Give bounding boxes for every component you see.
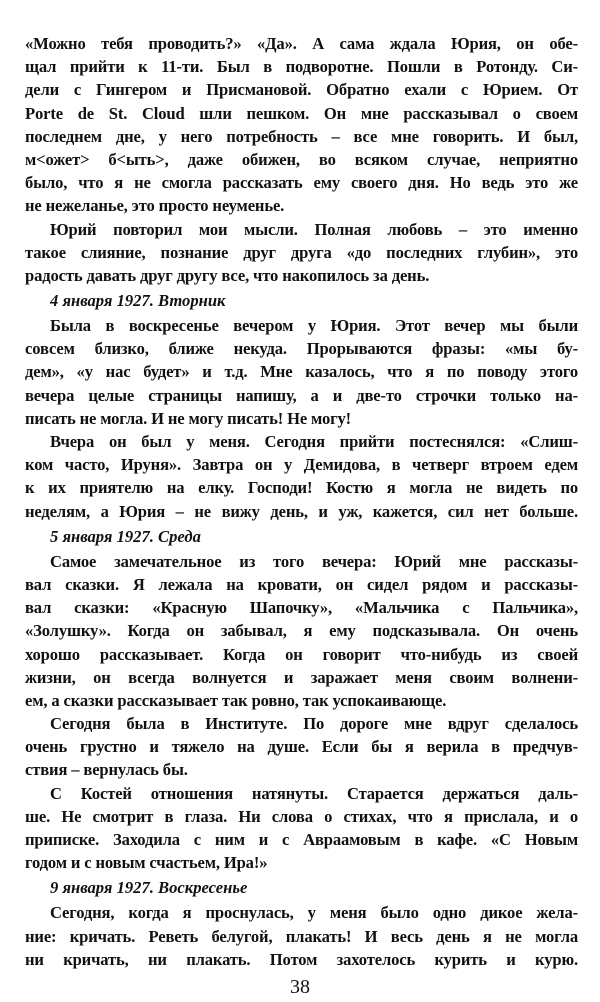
paragraph xyxy=(25,550,578,712)
text-line: к их приятелю на елку. Господи! Костю я могла не видеть по xyxy=(25,478,578,498)
text-line: жизни, он всегда волнуется и заражает меня своим волнени- xyxy=(25,667,578,687)
text-line: ем, а сказки рассказывает так ровно, так успокаивающе. xyxy=(25,690,447,710)
text-line: ком часто, Ируня». Завтра он у Демидова, в четверг втроем едем xyxy=(25,455,578,475)
text-line: Юрий повторил мои мысли. Полная любовь – это именно xyxy=(50,219,578,239)
text-line: неделям, а Юрия – не вижу день, и уж, кажется, сил нет больше. xyxy=(25,501,578,521)
diary-entry-date-heading: 9 января 1927. Воскресенье xyxy=(50,878,248,898)
text-line: вал сказки. Я лежала на кровати, он сидел рядом и рассказы- xyxy=(25,574,578,594)
text-line: хорошо рассказывает. Когда он говорит что-нибудь из своей xyxy=(25,644,578,664)
text-line: Сегодня была в Институте. По дороге мне вдруг сделалось xyxy=(50,714,578,734)
text-line: ствия – вернулась бы. xyxy=(25,760,188,780)
text-line: «Золушку». Когда он забывал, я ему подсказывала. Он очень xyxy=(25,621,578,641)
text-line: Сегодня, когда я проснулась, у меня было одно дикое жела- xyxy=(50,903,578,923)
text-line: не нежеланье, это просто неуменье. xyxy=(25,196,285,216)
text-line: м<ожет> б<ыть>, даже обижен, во всяком случае, неприятно xyxy=(25,149,578,169)
text-line: Вчера он был у меня. Сегодня прийти постеснялся: «Слиш- xyxy=(50,432,578,451)
text-line: вал сказки: «Красную Шапочку», «Мальчика с Пальчика», xyxy=(25,598,578,618)
paragraph xyxy=(25,782,578,875)
paragraph xyxy=(25,314,578,430)
paragraph xyxy=(25,712,578,782)
diary-entry-date-heading: 5 января 1927. Среда xyxy=(50,526,201,546)
text-line: ни кричать, ни плакать. Потом захотелось курить и курю. xyxy=(25,949,578,969)
text-line: дем», «у нас будет» и т.д. Мне казалось, что я по поводу этого xyxy=(25,362,578,382)
text-line: последнем дне, у него потребность – все мне говорить. И был, xyxy=(25,126,578,146)
page-number: 38 xyxy=(290,976,310,998)
text-line: ше. Не смотрит в глаза. Ни слова о стихах, что я прислала, и о xyxy=(25,806,578,826)
book-page-text xyxy=(25,32,578,971)
text-line: щал прийти к 11-ти. Был в подворотне. Пошли в Ротонду. Си- xyxy=(25,57,578,77)
text-line: годом и с новым счастьем, Ира!» xyxy=(25,853,268,873)
text-line: совсем близко, ближе некуда. Прорываются фразы: «мы бу- xyxy=(25,339,578,359)
diary-entry-date-heading: 4 января 1927. Вторник xyxy=(50,291,226,311)
paragraph xyxy=(25,32,578,218)
text-line: было, что я не смогла рассказать ему своего дня. Но ведь это же xyxy=(25,173,578,193)
text-line: приписке. Заходила с ним и с Авраамовым в кафе. «С Новым xyxy=(25,830,578,849)
paragraph xyxy=(25,901,578,971)
text-line: такое слияние, познание друг друга «до последних глубин», это xyxy=(25,242,578,262)
text-line: вечера целые страницы напишу, а и две-то строчки только на- xyxy=(25,385,578,405)
text-line: С Костей отношения натянуты. Старается держаться даль- xyxy=(50,783,578,803)
text-line: Самое замечательное из того вечера: Юрий мне рассказы- xyxy=(50,551,578,571)
paragraph xyxy=(25,218,578,288)
paragraph xyxy=(25,430,578,523)
text-line: Была в воскресенье вечером у Юрия. Этот вечер мы были xyxy=(50,316,578,336)
text-line: «Можно тебя проводить?» «Да». А сама ждала Юрия, он обе- xyxy=(25,34,578,53)
text-line: дели с Гингером и Присмановой. Обратно ехали с Юрием. От xyxy=(25,80,578,100)
text-line: писать не могла. И не могу писать! Не могу! xyxy=(25,408,352,428)
text-line: Porte de St. Cloud шли пешком. Он мне рассказывал о своем xyxy=(25,103,578,123)
text-line: очень грустно и тяжело на душе. Если бы я верила в предчув- xyxy=(25,737,578,757)
text-line: радость давать друг другу все, что накопилось за день. xyxy=(25,265,430,285)
text-line: ние: кричать. Реветь белугой, плакать! И весь день я не могла xyxy=(25,926,578,946)
